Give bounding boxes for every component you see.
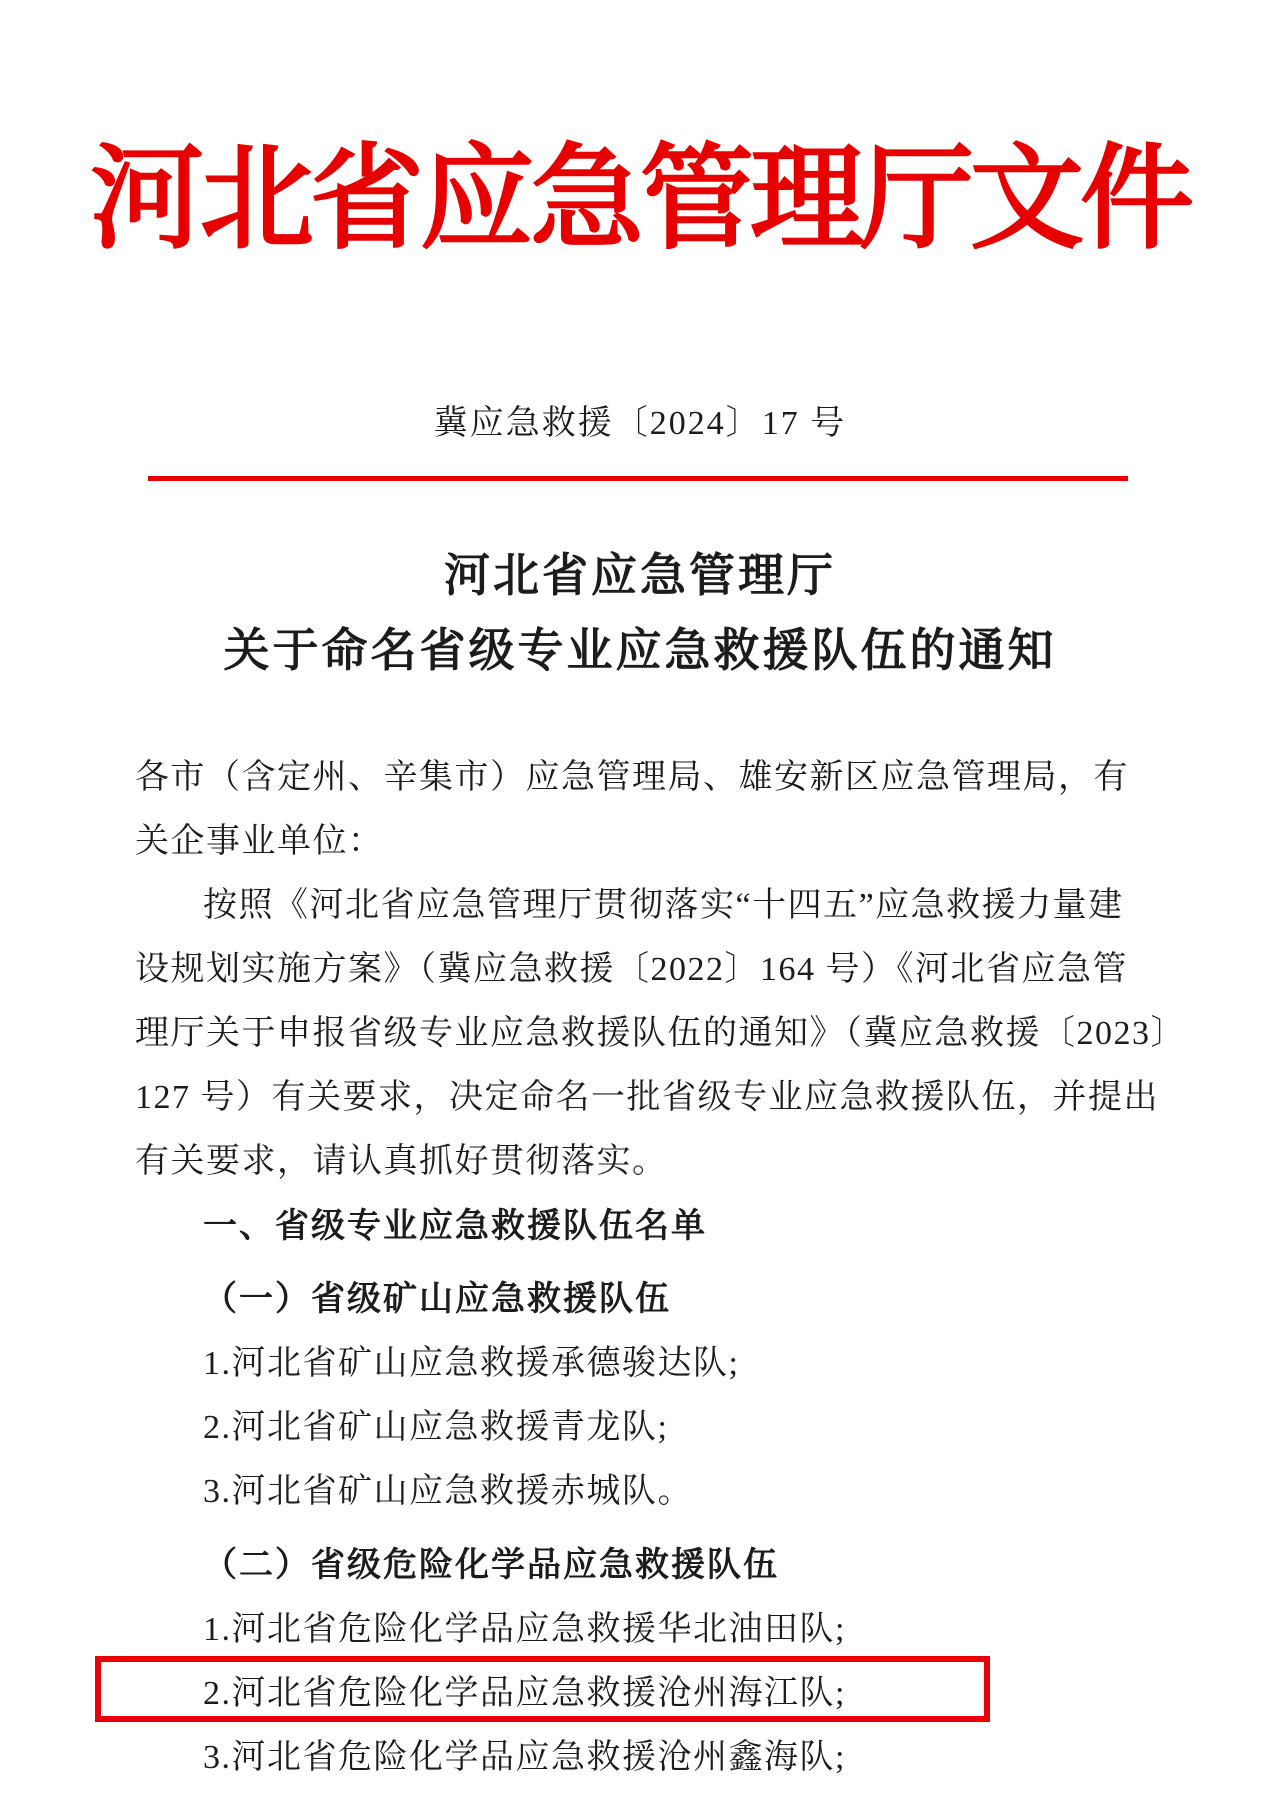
line-text: 1.河北省矿山应急救援承德骏达队; [203,1345,740,1382]
line-text: 2.河北省危险化学品应急救援沧州海江队; [203,1675,846,1712]
line-text: 127 号）有关要求，决定命名一批省级专业应急救援队伍，并提出 [135,1079,1159,1116]
line-text: 3.河北省危险化学品应急救援沧州鑫海队; [203,1739,846,1776]
line-text: 关企事业单位： [135,823,384,860]
document-line [135,1534,1145,1598]
line-text: 各市（含定州、辛集市）应急管理局、雄安新区应急管理局，有 [135,759,1129,796]
line-text: （一）省级矿山应急救援队伍 [203,1281,671,1318]
line-text: 一、省级专业应急救援队伍名单 [203,1207,707,1245]
red-divider-line [148,476,1128,481]
document-line [135,1130,1145,1194]
line-text: 有关要求，请认真抓好贯彻落实。 [135,1143,668,1180]
document-title-line-2: 关于命名省级专业应急救援队伍的通知 [223,625,1057,676]
line-text: 按照《河北省应急管理厅贯彻落实“十四五”应急救援力量建 [203,887,1124,924]
document-line [135,1460,1145,1524]
document-line [135,810,1145,874]
document-line [135,1002,1186,1066]
document-line [135,1726,1145,1790]
document-line [135,1268,1145,1332]
document-line [135,1662,1145,1726]
document-number: 冀应急救援〔2024〕17 号 [433,405,847,442]
document-body [135,746,1186,1790]
document-title-line-1: 河北省应急管理厅 [444,550,836,601]
line-text: 理厅关于申报省级专业应急救援队伍的通知》（冀应急救援〔2023〕 [135,1015,1186,1052]
red-header-title: 河北省应急管理厅文件 [89,136,1190,263]
line-text: 1.河北省危险化学品应急救援华北油田队; [203,1611,846,1648]
document-line [135,746,1145,810]
document-line [135,1332,1145,1396]
line-text: 设规划实施方案》（冀应急救援〔2022〕164 号）《河北省应急管 [135,951,1128,988]
document-line [135,874,1145,938]
document-line [135,1194,1145,1258]
document-title [0,538,1280,688]
line-text: （二）省级危险化学品应急救援队伍 [203,1547,779,1584]
line-text: 3.河北省矿山应急救援赤城队。 [203,1473,693,1510]
line-text: 2.河北省矿山应急救援青龙队; [203,1409,669,1446]
document-line [135,1066,1159,1130]
document-line [135,1396,1145,1460]
document-line [135,938,1145,1002]
document-line [135,1598,1145,1662]
